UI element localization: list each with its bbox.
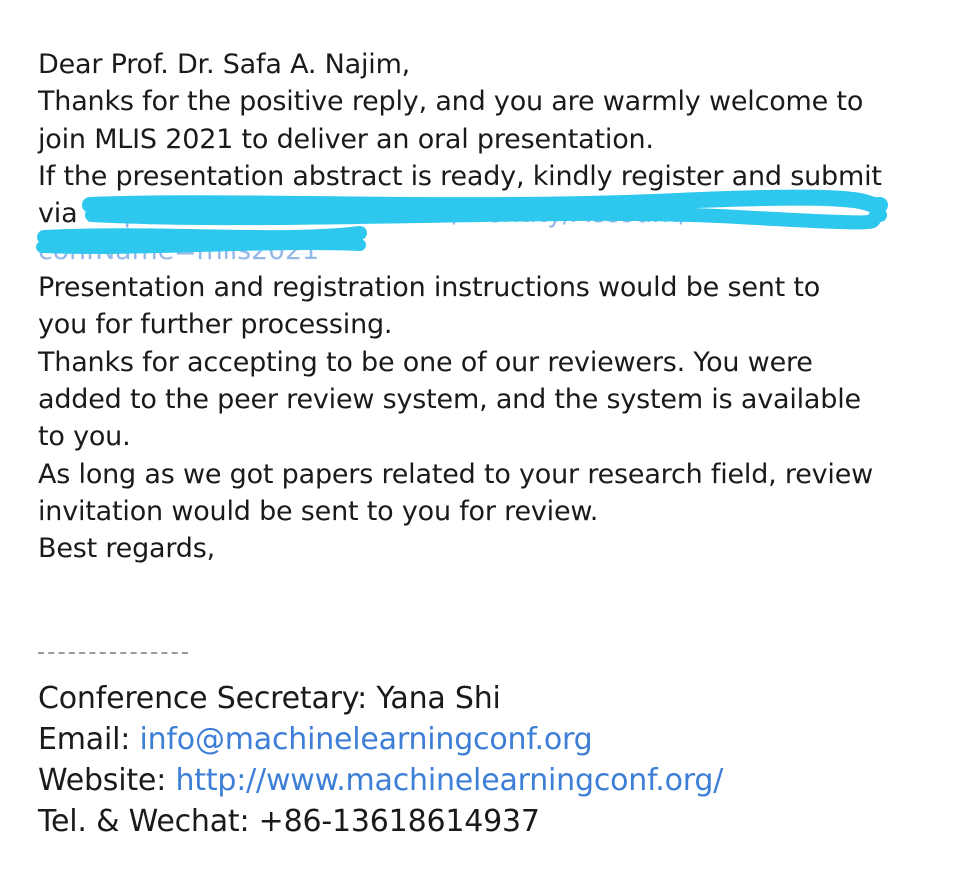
email-label: Email: [38, 722, 140, 757]
body-line: If the presentation abstract is ready, kindly register and submit [38, 160, 882, 192]
redacted-submission-link[interactable]: http://www [85, 198, 233, 230]
redacted-link-fragment: nf.com/identity/Account/L [362, 198, 704, 230]
redacted-link-block [38, 195, 938, 269]
body-line: Thanks for the positive reply, and you are warmly welcome to [38, 86, 864, 118]
body-line: you for further processing. [38, 309, 393, 341]
body-line: to you. [38, 421, 131, 453]
body-line: Presentation and registration instructions would be sent to [38, 272, 821, 304]
body-line: As long as we got papers related to your research field, review [38, 458, 874, 490]
signature-divider [38, 652, 188, 654]
greeting: Dear Prof. Dr. Safa A. Najim, [38, 49, 411, 80]
secretary-line: Conference Secretary: Yana Shi [38, 681, 501, 716]
redaction-scribble [38, 195, 918, 269]
closing: Best regards, [38, 533, 215, 565]
body-line: invitation would be sent to you for review. [38, 495, 599, 527]
website-label: Website: [38, 763, 176, 798]
website-line [38, 760, 938, 801]
body-line: Thanks for accepting to be one of our reviewers. You were [38, 346, 813, 378]
tel-line: Tel. & Wechat: +86-13618614937 [38, 804, 540, 839]
body-line: added to the peer review system, and the system is available [38, 384, 861, 416]
email-link[interactable]: info@machinelearningconf.org [139, 722, 593, 757]
email-line [38, 719, 938, 760]
redacted-link-line2: confName=mlis2021 [38, 235, 319, 267]
signature-block [38, 678, 938, 842]
body-line: join MLIS 2021 to deliver an oral presentation. [38, 123, 654, 155]
website-link[interactable]: http://www.machinelearningconf.org/ [175, 763, 724, 798]
email-body [38, 46, 938, 568]
via-label: via [38, 198, 86, 230]
